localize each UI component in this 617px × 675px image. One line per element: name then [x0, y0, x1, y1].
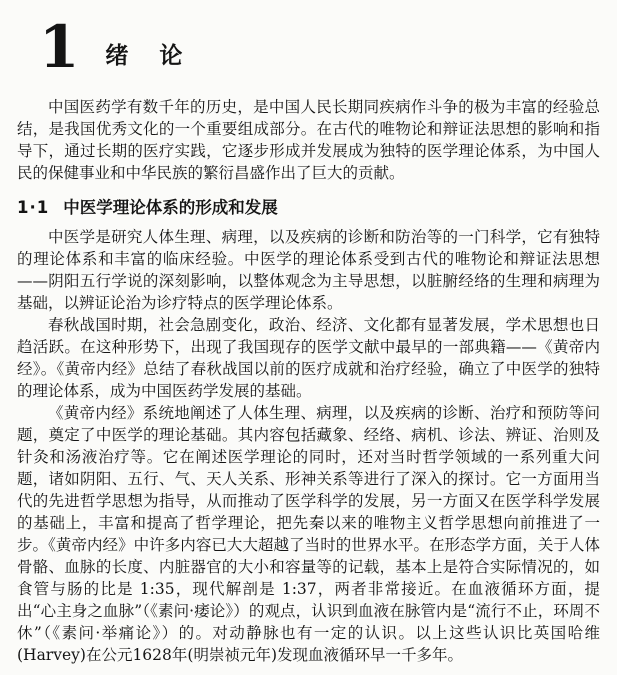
intro-paragraph: 中国医药学有数千年的历史，是中国人民长期同疾病作斗争的极为丰富的经验总结，是我国优秀文化的一个重要组成部分。在古代的唯物论和辩证法思想的影响和指导下，通过长期的医疗实践，它逐步形成并发展成为独特的医学理论体系，为中国人民的保健事业和中华民族的繁衍昌盛作出了巨大的贡献。 [17, 98, 600, 182]
body-paragraph: 春秋战国时期，社会急剧变化，政治、经济、文化都有显著发展，学术思想也日趋活跃。在这种形势下，出现了我国现存的医学文献中最早的一部典籍——《黄帝内经》。《黄帝内经》总结了春秋战国以前的医疗成就和治疗经验，确立了中医学的独特的理论体系，成为中国医药学发展的基础。 [17, 316, 600, 400]
body-paragraph: 中医学是研究人体生理、病理，以及疾病的诊断和防治等的一门科学，它有独特的理论体系和丰富的临床经验。中医学的理论体系受到古代的唯物论和辩证法思想——阴阳五行学说的深刻影响，以整体观念为主导思想，以脏腑经络的生理和病理为基础，以辨证论治为诊疗特点的医学理论体系。 [17, 228, 600, 312]
chapter-heading [39, 13, 600, 81]
page-body [17, 96, 600, 666]
section-number: 1·1 [17, 198, 50, 217]
section-title: 中医学理论体系的形成和发展 [63, 198, 278, 217]
body-paragraph: 《黄帝内经》系统地阐述了人体生理、病理，以及疾病的诊断、治疗和预防等问题，奠定了中医学的理论基础。其内容包括藏象、经络、病机、诊法、辨证、治则及针灸和汤液治疗等。它在阐述医学理论的同时，还对当时哲学领域的一系列重大问题，诸如阴阳、五行、气、天人关系、形神关系等进行了深入的探讨。它一方面用当代的先进哲学思想为指导，从而推动了医学科学的发展，另一方面又在医学科学发展的基础上，丰富和提高了哲学理论，把先秦以来的唯物主义哲学思想向前推进了一步。《黄帝内经》中许多内容已大大超越了当时的世界水平。在形态学方面，关于人体骨骼、血脉的长度、内脏器官的大小和容量等的记载，基本上是符合实际情况的，如食管与肠的比是 1:35，现代解剖是 1:37，两者非常接近。在血液循环方面，提出“心主身之血脉”（《素问·痿论》）的观点，认识到血液在脉管内是“流行不止，环周不休”（《素问·举痛论》）的。对动静脉也有一定的认识。以上这些认识比英国哈维(Harvey)在公元1628年(明崇祯元年)发现血液循环早一千多年。 [17, 404, 600, 664]
chapter-title: 绪 论 [105, 43, 187, 69]
section-heading [17, 197, 600, 219]
chapter-number: 1 [39, 13, 80, 81]
